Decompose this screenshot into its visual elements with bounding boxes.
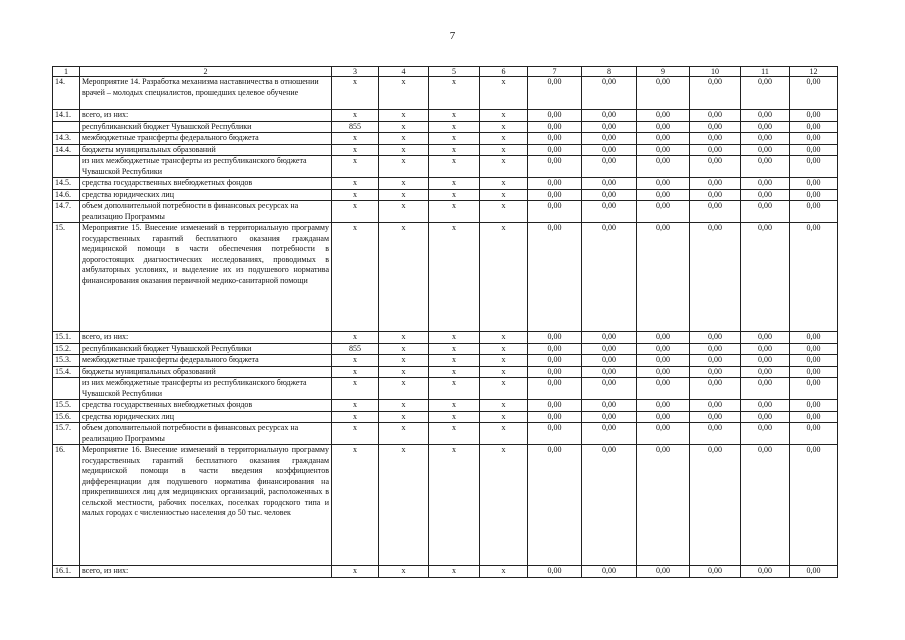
table-row	[53, 445, 838, 566]
cell-col5: x	[429, 121, 480, 133]
table-body	[53, 77, 838, 578]
cell-value: 0,00	[741, 77, 790, 110]
cell-col3: x	[332, 355, 379, 367]
cell-col5: x	[429, 110, 480, 122]
cell-value: 0,00	[690, 223, 741, 332]
cell-value: 0,00	[741, 223, 790, 332]
cell-value: 0,00	[690, 189, 741, 201]
cell-col3: x	[332, 110, 379, 122]
row-number: 14.5.	[53, 178, 80, 190]
table-row	[53, 156, 838, 178]
row-name: объем дополнительной потребности в финансовых ресурсах на реализацию Программы	[80, 423, 332, 445]
cell-col3: 855	[332, 343, 379, 355]
cell-value: 0,00	[528, 355, 582, 367]
cell-col5: x	[429, 423, 480, 445]
cell-value: 0,00	[790, 133, 838, 145]
cell-value: 0,00	[690, 178, 741, 190]
cell-value: 0,00	[528, 400, 582, 412]
column-header: 1	[53, 67, 80, 77]
cell-value: 0,00	[582, 355, 637, 367]
cell-col3: x	[332, 77, 379, 110]
cell-col5: x	[429, 201, 480, 223]
cell-col3: x	[332, 411, 379, 423]
cell-value: 0,00	[637, 121, 690, 133]
row-number: 14.	[53, 77, 80, 110]
cell-col6: x	[480, 77, 528, 110]
cell-col3: x	[332, 133, 379, 145]
row-name: межбюджетные трансферты федерального бюджета	[80, 133, 332, 145]
cell-col3: x	[332, 201, 379, 223]
cell-value: 0,00	[690, 378, 741, 400]
cell-col5: x	[429, 178, 480, 190]
row-name: бюджеты муниципальных образований	[80, 366, 332, 378]
cell-col5: x	[429, 400, 480, 412]
table-row	[53, 223, 838, 332]
cell-value: 0,00	[690, 423, 741, 445]
cell-value: 0,00	[790, 178, 838, 190]
page-number: 7	[449, 30, 456, 42]
cell-col4: x	[379, 110, 429, 122]
cell-col6: x	[480, 366, 528, 378]
cell-col4: x	[379, 223, 429, 332]
cell-value: 0,00	[528, 423, 582, 445]
row-name: объем дополнительной потребности в финансовых ресурсах на реализацию Программы	[80, 201, 332, 223]
table-row	[53, 201, 838, 223]
row-number: 15.4.	[53, 366, 80, 378]
cell-col4: x	[379, 566, 429, 578]
cell-value: 0,00	[741, 355, 790, 367]
cell-col6: x	[480, 121, 528, 133]
cell-value: 0,00	[582, 411, 637, 423]
cell-col6: x	[480, 566, 528, 578]
cell-col5: x	[429, 411, 480, 423]
row-number: 15.	[53, 223, 80, 332]
cell-value: 0,00	[528, 411, 582, 423]
cell-value: 0,00	[790, 189, 838, 201]
cell-col5: x	[429, 156, 480, 178]
table-row	[53, 566, 838, 578]
cell-col6: x	[480, 343, 528, 355]
row-name: Мероприятие 15. Внесение изменений в территориальную программу государственных гарантий бесплатного оказания гражданам медицинской помощи в части обеспечения потребности в дорогостоящих диагностических исследованиях, проводимых в амбулаторных условиях, и выделение их из подушевого норматива финансирования оказания первичной медико-санитарной помощи	[80, 223, 332, 332]
cell-col5: x	[429, 355, 480, 367]
cell-col6: x	[480, 332, 528, 344]
row-name: республиканский бюджет Чувашской Республики	[80, 343, 332, 355]
column-header: 9	[637, 67, 690, 77]
cell-value: 0,00	[528, 178, 582, 190]
cell-col3: 855	[332, 121, 379, 133]
cell-col6: x	[480, 201, 528, 223]
cell-value: 0,00	[741, 378, 790, 400]
cell-value: 0,00	[690, 366, 741, 378]
cell-value: 0,00	[637, 110, 690, 122]
cell-value: 0,00	[741, 156, 790, 178]
cell-col4: x	[379, 201, 429, 223]
cell-col5: x	[429, 133, 480, 145]
row-number	[53, 121, 80, 133]
row-number: 14.7.	[53, 201, 80, 223]
row-number: 16.	[53, 445, 80, 566]
cell-value: 0,00	[790, 566, 838, 578]
cell-col6: x	[480, 110, 528, 122]
cell-value: 0,00	[637, 411, 690, 423]
cell-value: 0,00	[528, 133, 582, 145]
cell-value: 0,00	[690, 110, 741, 122]
row-name: Мероприятие 16. Внесение изменений в территориальную программу государственных гарантий бесплатного оказания гражданам медицинской помощи в части введения коэффициентов дифференциации для подушевого норматива финансирования на прикрепившихся лиц для медицинских организаций, расположенных в сельской местности, рабочих поселках, поселках городского типа и малых городах с численностью населения до 50 тыс. человек	[80, 445, 332, 566]
cell-value: 0,00	[637, 223, 690, 332]
cell-value: 0,00	[528, 378, 582, 400]
cell-col6: x	[480, 400, 528, 412]
cell-value: 0,00	[528, 144, 582, 156]
row-number: 15.2.	[53, 343, 80, 355]
row-name: межбюджетные трансферты федерального бюджета	[80, 355, 332, 367]
row-number: 14.6.	[53, 189, 80, 201]
cell-value: 0,00	[582, 121, 637, 133]
cell-value: 0,00	[741, 411, 790, 423]
cell-value: 0,00	[790, 144, 838, 156]
cell-value: 0,00	[528, 445, 582, 566]
cell-value: 0,00	[690, 445, 741, 566]
cell-col3: x	[332, 566, 379, 578]
cell-col4: x	[379, 144, 429, 156]
cell-value: 0,00	[690, 343, 741, 355]
cell-col5: x	[429, 378, 480, 400]
row-number: 15.1.	[53, 332, 80, 344]
cell-value: 0,00	[790, 411, 838, 423]
cell-value: 0,00	[582, 423, 637, 445]
cell-col6: x	[480, 423, 528, 445]
cell-value: 0,00	[790, 110, 838, 122]
cell-value: 0,00	[741, 332, 790, 344]
cell-col6: x	[480, 178, 528, 190]
cell-col3: x	[332, 156, 379, 178]
cell-value: 0,00	[637, 189, 690, 201]
cell-value: 0,00	[790, 400, 838, 412]
column-header: 10	[690, 67, 741, 77]
cell-value: 0,00	[528, 343, 582, 355]
cell-value: 0,00	[741, 144, 790, 156]
cell-value: 0,00	[637, 366, 690, 378]
cell-value: 0,00	[582, 378, 637, 400]
cell-value: 0,00	[741, 423, 790, 445]
cell-col6: x	[480, 144, 528, 156]
cell-value: 0,00	[790, 223, 838, 332]
cell-value: 0,00	[690, 355, 741, 367]
cell-col5: x	[429, 343, 480, 355]
cell-value: 0,00	[790, 343, 838, 355]
cell-value: 0,00	[790, 445, 838, 566]
cell-value: 0,00	[690, 133, 741, 145]
cell-col6: x	[480, 156, 528, 178]
cell-col6: x	[480, 378, 528, 400]
cell-col5: x	[429, 189, 480, 201]
cell-value: 0,00	[582, 400, 637, 412]
cell-value: 0,00	[690, 566, 741, 578]
cell-value: 0,00	[741, 110, 790, 122]
cell-value: 0,00	[790, 366, 838, 378]
header-row	[53, 67, 838, 77]
cell-value: 0,00	[690, 400, 741, 412]
table-row	[53, 189, 838, 201]
column-header: 7	[528, 67, 582, 77]
cell-col5: x	[429, 332, 480, 344]
cell-value: 0,00	[582, 201, 637, 223]
cell-value: 0,00	[690, 156, 741, 178]
cell-value: 0,00	[790, 355, 838, 367]
row-name: средства государственных внебюджетных фондов	[80, 178, 332, 190]
cell-value: 0,00	[637, 343, 690, 355]
cell-value: 0,00	[637, 77, 690, 110]
column-header: 6	[480, 67, 528, 77]
cell-col6: x	[480, 223, 528, 332]
cell-value: 0,00	[637, 400, 690, 412]
cell-value: 0,00	[637, 156, 690, 178]
row-number: 15.7.	[53, 423, 80, 445]
cell-value: 0,00	[528, 189, 582, 201]
table-row	[53, 355, 838, 367]
row-name: республиканский бюджет Чувашской Республики	[80, 121, 332, 133]
cell-value: 0,00	[690, 121, 741, 133]
cell-col5: x	[429, 366, 480, 378]
cell-col5: x	[429, 77, 480, 110]
cell-col3: x	[332, 400, 379, 412]
cell-value: 0,00	[637, 566, 690, 578]
cell-value: 0,00	[582, 189, 637, 201]
row-name: средства юридических лиц	[80, 411, 332, 423]
cell-col4: x	[379, 133, 429, 145]
table-row	[53, 133, 838, 145]
cell-col4: x	[379, 400, 429, 412]
cell-col5: x	[429, 223, 480, 332]
row-number	[53, 156, 80, 178]
cell-value: 0,00	[741, 189, 790, 201]
cell-value: 0,00	[637, 178, 690, 190]
row-name: всего, из них:	[80, 110, 332, 122]
cell-col4: x	[379, 366, 429, 378]
row-name: Мероприятие 14. Разработка механизма наставничества в отношении врачей – молодых специалистов, прошедших целевое обучение	[80, 77, 332, 110]
cell-col4: x	[379, 378, 429, 400]
cell-col3: x	[332, 223, 379, 332]
cell-col4: x	[379, 445, 429, 566]
cell-value: 0,00	[637, 332, 690, 344]
cell-value: 0,00	[741, 445, 790, 566]
row-number: 15.3.	[53, 355, 80, 367]
cell-value: 0,00	[582, 133, 637, 145]
cell-value: 0,00	[790, 201, 838, 223]
budget-table	[52, 66, 838, 578]
row-number	[53, 378, 80, 400]
cell-col4: x	[379, 189, 429, 201]
table-row	[53, 366, 838, 378]
cell-col3: x	[332, 178, 379, 190]
cell-value: 0,00	[528, 121, 582, 133]
row-name: бюджеты муниципальных образований	[80, 144, 332, 156]
column-header: 2	[80, 67, 332, 77]
cell-col4: x	[379, 178, 429, 190]
cell-value: 0,00	[790, 423, 838, 445]
row-number: 14.4.	[53, 144, 80, 156]
cell-col3: x	[332, 332, 379, 344]
cell-value: 0,00	[790, 77, 838, 110]
cell-col4: x	[379, 355, 429, 367]
cell-value: 0,00	[741, 400, 790, 412]
table-row	[53, 400, 838, 412]
table-row	[53, 178, 838, 190]
column-header: 12	[790, 67, 838, 77]
table-row	[53, 121, 838, 133]
cell-value: 0,00	[582, 223, 637, 332]
cell-value: 0,00	[528, 156, 582, 178]
cell-value: 0,00	[637, 378, 690, 400]
cell-col4: x	[379, 156, 429, 178]
cell-value: 0,00	[582, 156, 637, 178]
cell-col6: x	[480, 189, 528, 201]
cell-col3: x	[332, 445, 379, 566]
cell-col5: x	[429, 144, 480, 156]
cell-value: 0,00	[528, 366, 582, 378]
cell-value: 0,00	[790, 332, 838, 344]
cell-col4: x	[379, 343, 429, 355]
row-number: 15.5.	[53, 400, 80, 412]
table-row	[53, 343, 838, 355]
cell-value: 0,00	[637, 355, 690, 367]
column-header: 11	[741, 67, 790, 77]
cell-value: 0,00	[528, 566, 582, 578]
cell-value: 0,00	[528, 332, 582, 344]
table-row	[53, 332, 838, 344]
cell-col6: x	[480, 445, 528, 566]
column-header: 4	[379, 67, 429, 77]
cell-value: 0,00	[637, 445, 690, 566]
table-row	[53, 423, 838, 445]
cell-value: 0,00	[690, 411, 741, 423]
cell-value: 0,00	[741, 366, 790, 378]
row-number: 14.3.	[53, 133, 80, 145]
cell-value: 0,00	[582, 77, 637, 110]
row-name: всего, из них:	[80, 332, 332, 344]
row-name: из них межбюджетные трансферты из республиканского бюджета Чувашской Республики	[80, 378, 332, 400]
cell-value: 0,00	[582, 178, 637, 190]
cell-col3: x	[332, 144, 379, 156]
cell-value: 0,00	[528, 77, 582, 110]
cell-value: 0,00	[690, 201, 741, 223]
cell-col3: x	[332, 366, 379, 378]
cell-col4: x	[379, 121, 429, 133]
cell-col6: x	[480, 133, 528, 145]
cell-value: 0,00	[637, 201, 690, 223]
cell-value: 0,00	[790, 378, 838, 400]
cell-value: 0,00	[741, 566, 790, 578]
cell-value: 0,00	[582, 343, 637, 355]
cell-col4: x	[379, 332, 429, 344]
cell-value: 0,00	[690, 332, 741, 344]
cell-value: 0,00	[582, 566, 637, 578]
table-row	[53, 77, 838, 110]
row-number: 16.1.	[53, 566, 80, 578]
cell-col3: x	[332, 378, 379, 400]
table-row	[53, 144, 838, 156]
cell-value: 0,00	[582, 110, 637, 122]
table-row	[53, 378, 838, 400]
cell-col4: x	[379, 411, 429, 423]
cell-value: 0,00	[741, 121, 790, 133]
cell-col6: x	[480, 355, 528, 367]
cell-col3: x	[332, 423, 379, 445]
cell-col6: x	[480, 411, 528, 423]
table-row	[53, 411, 838, 423]
cell-value: 0,00	[582, 366, 637, 378]
cell-col5: x	[429, 445, 480, 566]
column-header: 8	[582, 67, 637, 77]
cell-value: 0,00	[582, 332, 637, 344]
cell-value: 0,00	[690, 144, 741, 156]
column-header: 3	[332, 67, 379, 77]
cell-col4: x	[379, 77, 429, 110]
row-name: средства юридических лиц	[80, 189, 332, 201]
cell-value: 0,00	[741, 178, 790, 190]
column-header: 5	[429, 67, 480, 77]
cell-value: 0,00	[790, 121, 838, 133]
cell-value: 0,00	[637, 144, 690, 156]
row-number: 15.6.	[53, 411, 80, 423]
cell-value: 0,00	[790, 156, 838, 178]
cell-value: 0,00	[741, 201, 790, 223]
row-number: 14.1.	[53, 110, 80, 122]
cell-value: 0,00	[690, 77, 741, 110]
cell-col4: x	[379, 423, 429, 445]
table-row	[53, 110, 838, 122]
row-name: из них межбюджетные трансферты из республиканского бюджета Чувашской Республики	[80, 156, 332, 178]
cell-value: 0,00	[637, 133, 690, 145]
row-name: средства государственных внебюджетных фондов	[80, 400, 332, 412]
cell-value: 0,00	[741, 133, 790, 145]
cell-col5: x	[429, 566, 480, 578]
cell-value: 0,00	[528, 110, 582, 122]
cell-value: 0,00	[741, 343, 790, 355]
cell-value: 0,00	[637, 423, 690, 445]
cell-value: 0,00	[582, 144, 637, 156]
cell-value: 0,00	[582, 445, 637, 566]
cell-value: 0,00	[528, 223, 582, 332]
cell-col3: x	[332, 189, 379, 201]
cell-value: 0,00	[528, 201, 582, 223]
row-name: всего, из них:	[80, 566, 332, 578]
